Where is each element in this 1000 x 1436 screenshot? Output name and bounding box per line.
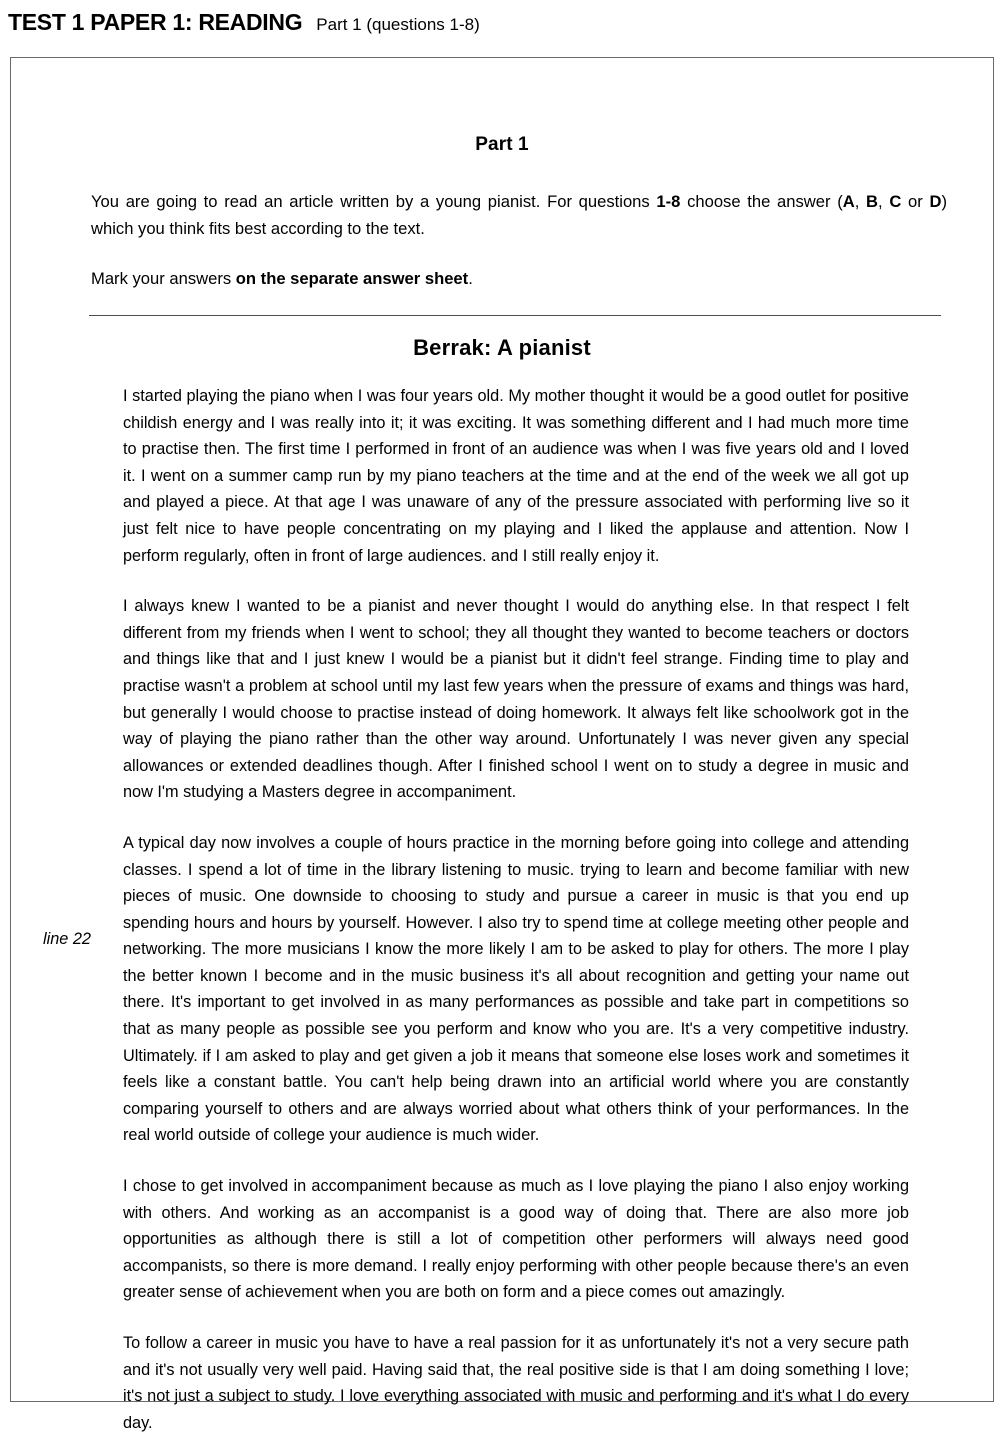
- article-paragraph: To follow a career in music you have to have a real passion for it as unfortunately it's not a very secure path and it's not usually very well paid. Having said that, the real positive side is that I am doing something I love; it's not just a subject to study. I love everything associated with music and performing and it's what I do every day.: [123, 1334, 909, 1432]
- rubric-sep-2: ,: [878, 192, 890, 211]
- rubric-text-1a: You are going to read an article written by a young pianist. For questions: [91, 192, 657, 211]
- page-subtitle: Part 1 (questions 1-8): [316, 15, 480, 34]
- part-heading: Part 1: [475, 134, 529, 155]
- task-instructions: [91, 188, 947, 292]
- article-title: Berrak: A pianist: [413, 335, 591, 360]
- rubric-sep-3: or: [901, 192, 930, 211]
- section-divider: [89, 315, 941, 316]
- article-paragraph: I always knew I wanted to be a pianist and never thought I would do anything else. In that respect I felt different from my friends when I went to school; they all thought they wanted to become teachers or doctors and things like that and I just knew I would be a pianist but it didn't feel strange. Finding time to play and practise wasn't a problem at school until my last few years when the pressure of exams and things was hard, but generally I would choose to practise instead of doing homework. It always felt like schoolwork got in the way of playing the piano rather than the other way around. Unfortunately I was never given any special allowances or extended deadlines though. After I finished school I went on to study a degree in music and now I'm studying a Masters degree in accompaniment.: [123, 597, 909, 802]
- article-paragraph: I chose to get involved in accompaniment because as much as I love playing the piano I also enjoy working with others. And working as an accompanist is a good way of doing that. There are also more job opportunities as although there is still a lot of competition other performers will always need good accompanists, so there is more demand. I really enjoy performing with other people because there's an even greater sense of achievement when you are both on form and a piece comes out amazingly.: [123, 1177, 909, 1302]
- answer-sheet-instruction: on the separate answer sheet: [235, 269, 469, 288]
- rubric-question-range: 1-8: [656, 192, 681, 211]
- exam-page-frame: [10, 57, 994, 1432]
- article-paragraph: A typical day now involves a couple of hours practice in the morning before going into college and attending classes. I spend a lot of time in the library listening to music. trying to learn and become familiar with new pieces of music. One downside to choosing to study and pursue a career in music is that you end up spending hours and hours by yourself. However. I also try to spend time at college meeting other people and networking. The more musicians I know the more likely I am to be asked to play for others. The more I play the better known I become and in the music business it's all about recognition and getting your name out there. It's important to get involved in as many performances as possible and take part in competitions so that as many people as possible see you perform and know who you are. It's a very competitive industry. Ultimately. if I am asked to play and get given a job it means that someone else loses work and sometimes it feels like a constant battle. You can't help being drawn into an artificial world where you are constantly comparing yourself to others and are always worried about what others think of your performances. In the real world outside of college your audience is much wider.: [123, 833, 909, 1145]
- option-label-a: A: [842, 192, 855, 211]
- rubric-text-2a: Mark your answers: [91, 269, 236, 288]
- rubric-line-1: [91, 188, 947, 242]
- page-header: [8, 8, 988, 48]
- line-reference-marker: line 22: [43, 930, 91, 948]
- article-paragraph: I started playing the piano when I was four years old. My mother thought it would be a good outlet for positive childish energy and I was really into it; it was exciting. It was something different and I had much more time to practise then. The first time I performed in front of an audience was when I was five years old and I loved it. I went on a summer camp run by my piano teachers at the time and at the end of the week we all got up and played a piece. At that age I was unaware of any of the pressure associated with performing live so it just felt nice to have people concentrating on my playing and I liked the applause and attention. Now I perform regularly, often in front of large audiences. and I still really enjoy it.: [123, 387, 909, 565]
- rubric-line-2: [91, 265, 947, 292]
- page-title: TEST 1 PAPER 1: READING: [8, 9, 303, 35]
- option-label-b: B: [866, 192, 879, 211]
- exam-page-content: [11, 58, 993, 1432]
- rubric-text-2b: .: [468, 269, 473, 288]
- rubric-text-1c: ) which you think fits best according to the text.: [91, 192, 947, 238]
- article-body: [123, 383, 909, 1436]
- option-label-c: C: [889, 192, 902, 211]
- rubric-text-1b: choose the answer (: [680, 192, 843, 211]
- option-label-d: D: [929, 192, 942, 211]
- rubric-sep-1: ,: [854, 192, 867, 211]
